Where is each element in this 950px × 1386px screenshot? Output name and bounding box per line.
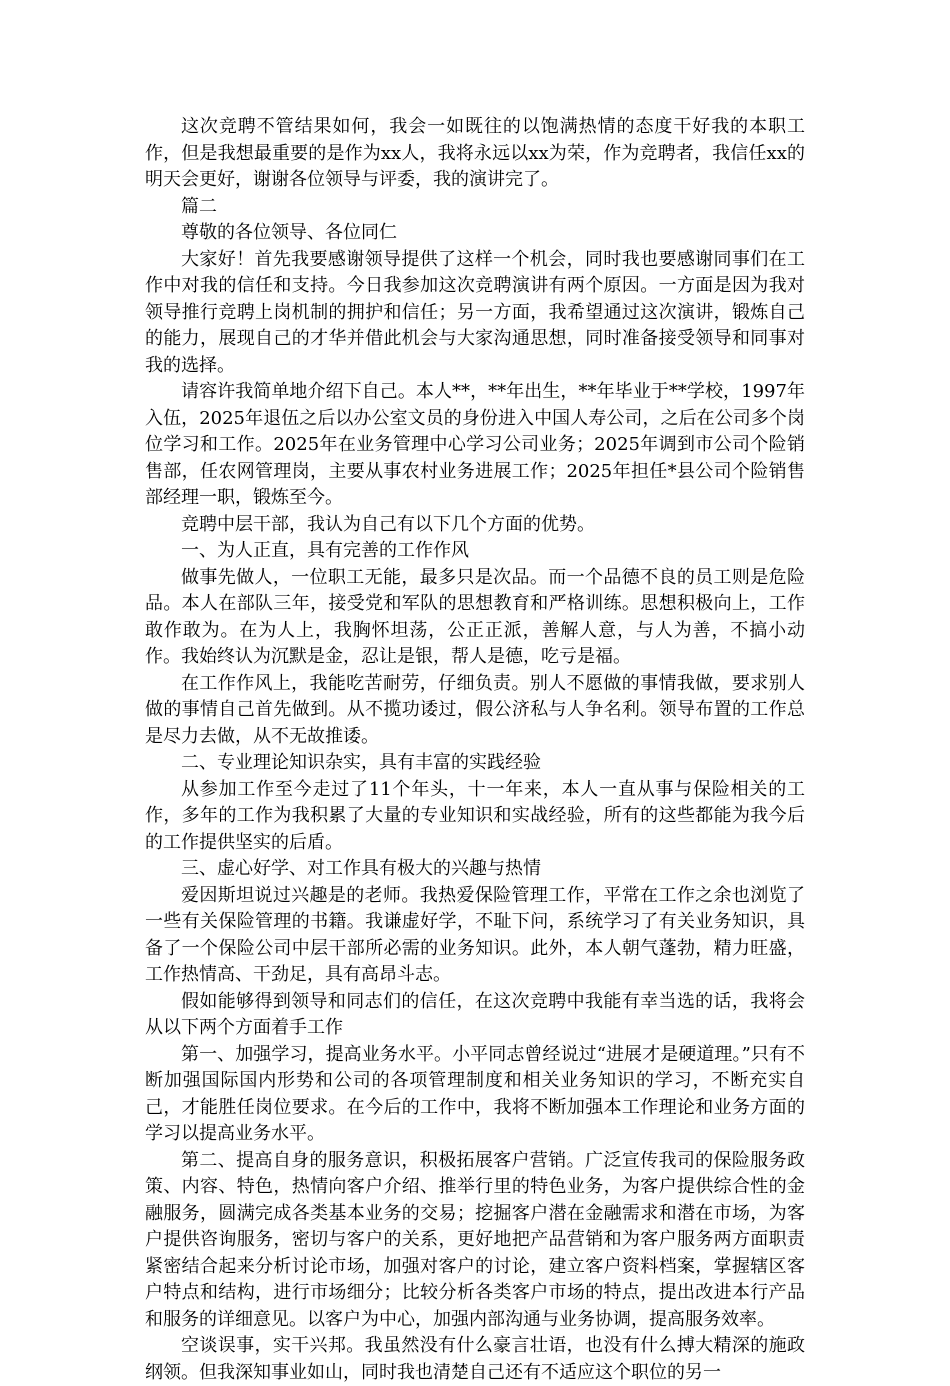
- paragraph-learning: 爱因斯坦说过兴趣是的老师。我热爱保险管理工作，平常在工作之余也浏览了一些有关保险管理的书籍。我谦虚好学，不耻下问，系统学习了有关业务知识，具备了一个保险公司中层干部所必需的业务知识。此外，本人朝气蓬勃，精力旺盛，工作热情高、干劲足，具有高昂斗志。: [145, 884, 805, 985]
- document-body: [145, 114, 805, 1386]
- paragraph-greeting: 大家好！首先我要感谢领导提供了这样一个机会，同时我也要感谢同事们在工作中对我的信任和支持。今日我参加这次竞聘演讲有两个原因。一方面是因为我对领导推行竞聘上岗机制的拥护和信任；另一方面，我希望通过这次演讲，锻炼自己的能力，展现自己的才华并借此机会与大家沟通思想，同时准备接受领导和同事对我的选择。: [145, 248, 805, 376]
- heading-point-one: 一、为人正直，具有完善的工作作风: [181, 540, 469, 561]
- paragraph-plan-first: 第一、加强学习，提高业务水平。小平同志曾经说过“进展才是硬道理。”只有不断加强国际国内形势和公司的各项管理制度和相关业务知识的学习，不断充实自己，才能胜任岗位要求。在今后的工作中，我将不断加强本工作理论和业务方面的学习以提高业务水平。: [145, 1043, 805, 1144]
- paragraph-closing-remarks: 这次竞聘不管结果如何，我会一如既往的以饱满热情的态度干好我的本职工作，但是我想最重要的是作为xx人，我将永远以xx为荣，作为竞聘者，我信任xx的明天会更好，谢谢各位领导与评委，我的演讲完了。: [145, 116, 805, 190]
- paragraph-plan-intro: 假如能够得到领导和同志们的信任，在这次竞聘中我能有幸当选的话，我将会从以下两个方面着手工作: [145, 990, 805, 1038]
- section-heading-part-two: 篇二: [181, 195, 217, 217]
- paragraph-work-style: 在工作作风上，我能吃苦耐劳，仔细负责。别人不愿做的事情我做，要求别人做的事情自己首先做到。从不揽功诿过，假公济私与人争名利。领导布置的工作总是尽力去做，从不无故推诿。: [145, 672, 805, 747]
- salutation: 尊敬的各位领导、各位同仁: [181, 222, 397, 243]
- paragraph-character: 做事先做人，一位职工无能，最多只是次品。而一个品德不良的员工则是危险品。本人在部队三年，接受党和军队的思想教育和严格训练。思想积极向上，工作敢作敢为。在为人上，我胸怀坦荡，公正正派，善解人意，与人为善，不搞小动作。我始终认为沉默是金，忍让是银，帮人是德，吃亏是福。: [145, 566, 805, 667]
- paragraph-self-introduction: 请容许我简单地介绍下自己。本人**，**年出生，**年毕业于**学校，1997年入伍，2025年退伍之后以办公室文员的身份进入中国人寿公司，之后在公司多个岗位学习和工作。2025年在业务管理中心学习公司业务；2025年调到市公司个险销售部，任农网管理岗，主要从事农村业务进展工作；2025年担任*县公司个险销售部经理一职，锻炼至今。: [145, 381, 805, 508]
- paragraph-experience: 从参加工作至今走过了11个年头，十一年来，本人一直从事与保险相关的工作，多年的工作为我积累了大量的专业知识和实战经验，所有的这些都能为我今后的工作提供坚实的后盾。: [145, 778, 805, 853]
- paragraph-conclusion-partial: 空谈误事，实干兴邦。我虽然没有什么豪言壮语，也没有什么搏大精深的施政纲领。但我深知事业如山，同时我也清楚自己还有不适应这个职位的另一: [145, 1335, 805, 1383]
- paragraph-advantages-intro: 竞聘中层干部，我认为自己有以下几个方面的优势。: [181, 513, 595, 535]
- heading-point-three: 三、虚心好学、对工作具有极大的兴趣与热情: [181, 858, 541, 879]
- paragraph-plan-second: 第二、提高自身的服务意识，积极拓展客户营销。广泛宣传我司的保险服务政策、内容、特色，热情向客户介绍、推举行里的特色业务，为客户提供综合性的金融服务，圆满完成各类基本业务的交易；挖掘客户潜在金融需求和潜在市场，为客户提供咨询服务，密切与客户的关系，更好地把产品营销和为客户服务两方面职责紧密结合起来分析讨论市场，加强对客户的讨论，建立客户资料档案，掌握辖区客户特点和结构，进行市场细分；比较分析各类客户市场的特点，提出改进本行产品和服务的详细意见。以客户为中心，加强内部沟通与业务协调，提高服务效率。: [145, 1149, 805, 1330]
- heading-point-two: 二、专业理论知识杂实，具有丰富的实践经验: [181, 752, 541, 773]
